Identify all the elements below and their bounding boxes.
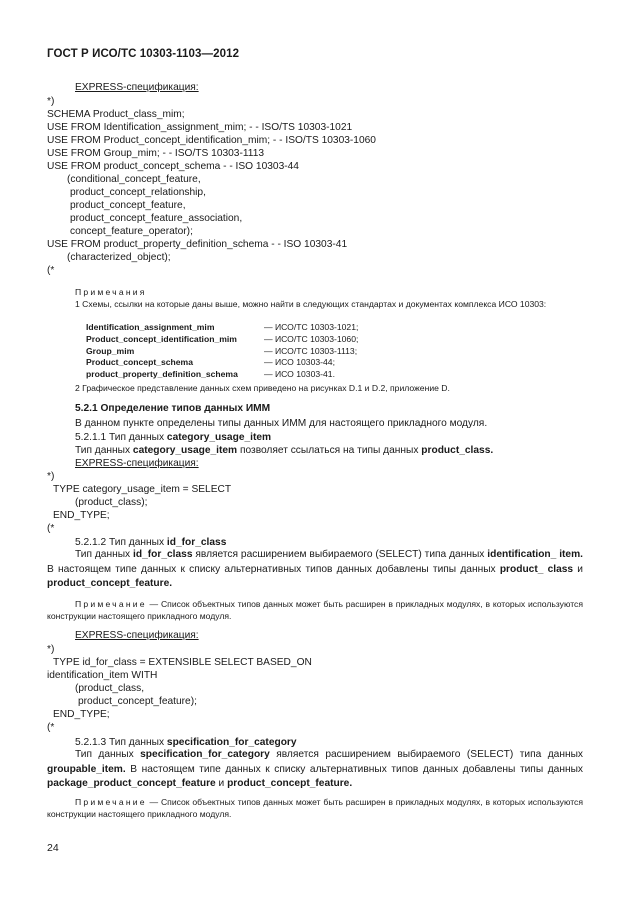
code-line: (* — [47, 722, 55, 733]
section-heading: 5.2.1 Определение типов данных ИММ — [75, 403, 271, 414]
code-line: (product_class, — [75, 683, 145, 694]
schema-name: product_property_definition_schema — [86, 369, 238, 380]
schema-reference-table — [86, 322, 358, 381]
code-line: TYPE category_usage_item = SELECT — [53, 484, 232, 495]
express-label: EXPRESS-спецификация: — [75, 630, 199, 641]
code-line: (* — [47, 523, 55, 534]
code-line: *) — [47, 644, 55, 655]
code-line: END_TYPE; — [53, 510, 110, 521]
reference-row — [86, 346, 358, 358]
code-line: *) — [47, 96, 55, 107]
page-header: ГОСТ Р ИСО/ТС 10303-1103—2012 — [47, 48, 240, 60]
note-label: Примечание — [75, 599, 147, 609]
reference-row — [86, 357, 358, 369]
type-name: id_for_class — [166, 537, 227, 548]
code-line: USE FROM Group_mim; - - ISO/TS 10303-1113 — [47, 148, 265, 159]
page-number: 24 — [47, 842, 59, 854]
code-line: (characterized_object); — [67, 252, 171, 263]
schema-name: Identification_assignment_mim — [86, 322, 215, 332]
section-intro: В данном пункте определены типы данных ИММ для настоящего прикладного модуля. — [75, 418, 488, 429]
code-line: product_concept_relationship, — [70, 187, 206, 198]
subsection-heading: 5.2.1.1 Тип данных category_usage_item — [75, 432, 272, 443]
code-line: product_concept_feature); — [78, 696, 197, 707]
reference-row — [86, 322, 358, 334]
note-1-text: 1 Схемы, ссылки на которые даны выше, можно найти в следующих стандартах и документах комплекса ИСО 10303: — [75, 299, 547, 309]
code-line: USE FROM Product_concept_identification_mim; - - ISO/TS 10303-1060 — [47, 135, 376, 146]
type-description: Тип данных category_usage_item позволяет ссылаться на типы данных product_class. — [75, 445, 494, 456]
type-description: Тип данных specification_for_category является расширением выбираемого (SELECT) типа данных groupable_item. В настоящем типе данных к списку альтернативных типов данных добавлены типы данных package_product_concept_feature и product_concept_feature. — [47, 749, 583, 789]
type-description: Тип данных id_for_class является расширением выбираемого (SELECT) типа данных identification_ item. В настоящем типе данных к списку альтернативных типов данных добавлены типы данных product_ class и product_concept_feature. — [47, 549, 583, 589]
code-line: identification_item WITH — [47, 670, 158, 681]
type-name: specification_for_category — [166, 737, 297, 748]
code-line: USE FROM Identification_assignment_mim; - - ISO/TS 10303-1021 — [47, 122, 353, 133]
schema-document: — ИСО/ТС 10303-1060; — [264, 333, 359, 344]
schema-document: — ИСО/ТС 10303-1113; — [264, 345, 358, 356]
express-label: EXPRESS-спецификация: — [75, 458, 199, 469]
schema-document: — ИСО/ТС 10303-1021; — [264, 322, 359, 332]
code-line: *) — [47, 471, 55, 482]
code-line: END_TYPE; — [53, 709, 110, 720]
subsection-heading: 5.2.1.2 Тип данных id_for_class — [75, 537, 227, 548]
reference-row — [86, 369, 358, 381]
code-line: product_concept_feature_association, — [70, 213, 243, 224]
schema-name: Product_concept_schema — [86, 357, 193, 368]
note-label: Примечание — [75, 797, 147, 807]
note-text: Примечание — Список объектных типов данных может быть расширен в прикладных модулях, в которых используются конструкции настоящего прикладного модуля. — [47, 599, 583, 621]
schema-name: Product_concept_identification_mim — [86, 333, 237, 344]
express-label: EXPRESS-спецификация: — [75, 82, 199, 93]
schema-document: — ИСО 10303-41. — [264, 369, 335, 380]
type-name: category_usage_item — [166, 432, 272, 443]
note-text: Примечание — Список объектных типов данных может быть расширен в прикладных модулях, в которых используются конструкции настоящего прикладного модуля. — [47, 797, 583, 819]
subsection-heading: 5.2.1.3 Тип данных specification_for_category — [75, 737, 297, 748]
code-line: (product_class); — [75, 497, 148, 508]
code-line: (conditional_concept_feature, — [67, 174, 201, 185]
code-line: product_concept_feature, — [70, 200, 186, 211]
reference-row — [86, 334, 358, 346]
code-line: USE FROM product_concept_schema - - ISO 10303-44 — [47, 161, 299, 172]
note-2-text: 2 Графическое представление данных схем приведено на рисунках D.1 и D.2, приложение D. — [75, 383, 450, 393]
code-line: (* — [47, 265, 55, 276]
code-line: SCHEMA Product_class_mim; — [47, 109, 185, 120]
code-line: concept_feature_operator); — [70, 226, 193, 237]
code-line: TYPE id_for_class = EXTENSIBLE SELECT BASED_ON — [53, 657, 312, 668]
code-line: USE FROM product_property_definition_schema - - ISO 10303-41 — [47, 239, 348, 250]
schema-document: — ИСО 10303-44; — [264, 357, 335, 368]
schema-name: Group_mim — [86, 345, 135, 356]
notes-heading: Примечания — [75, 287, 147, 297]
